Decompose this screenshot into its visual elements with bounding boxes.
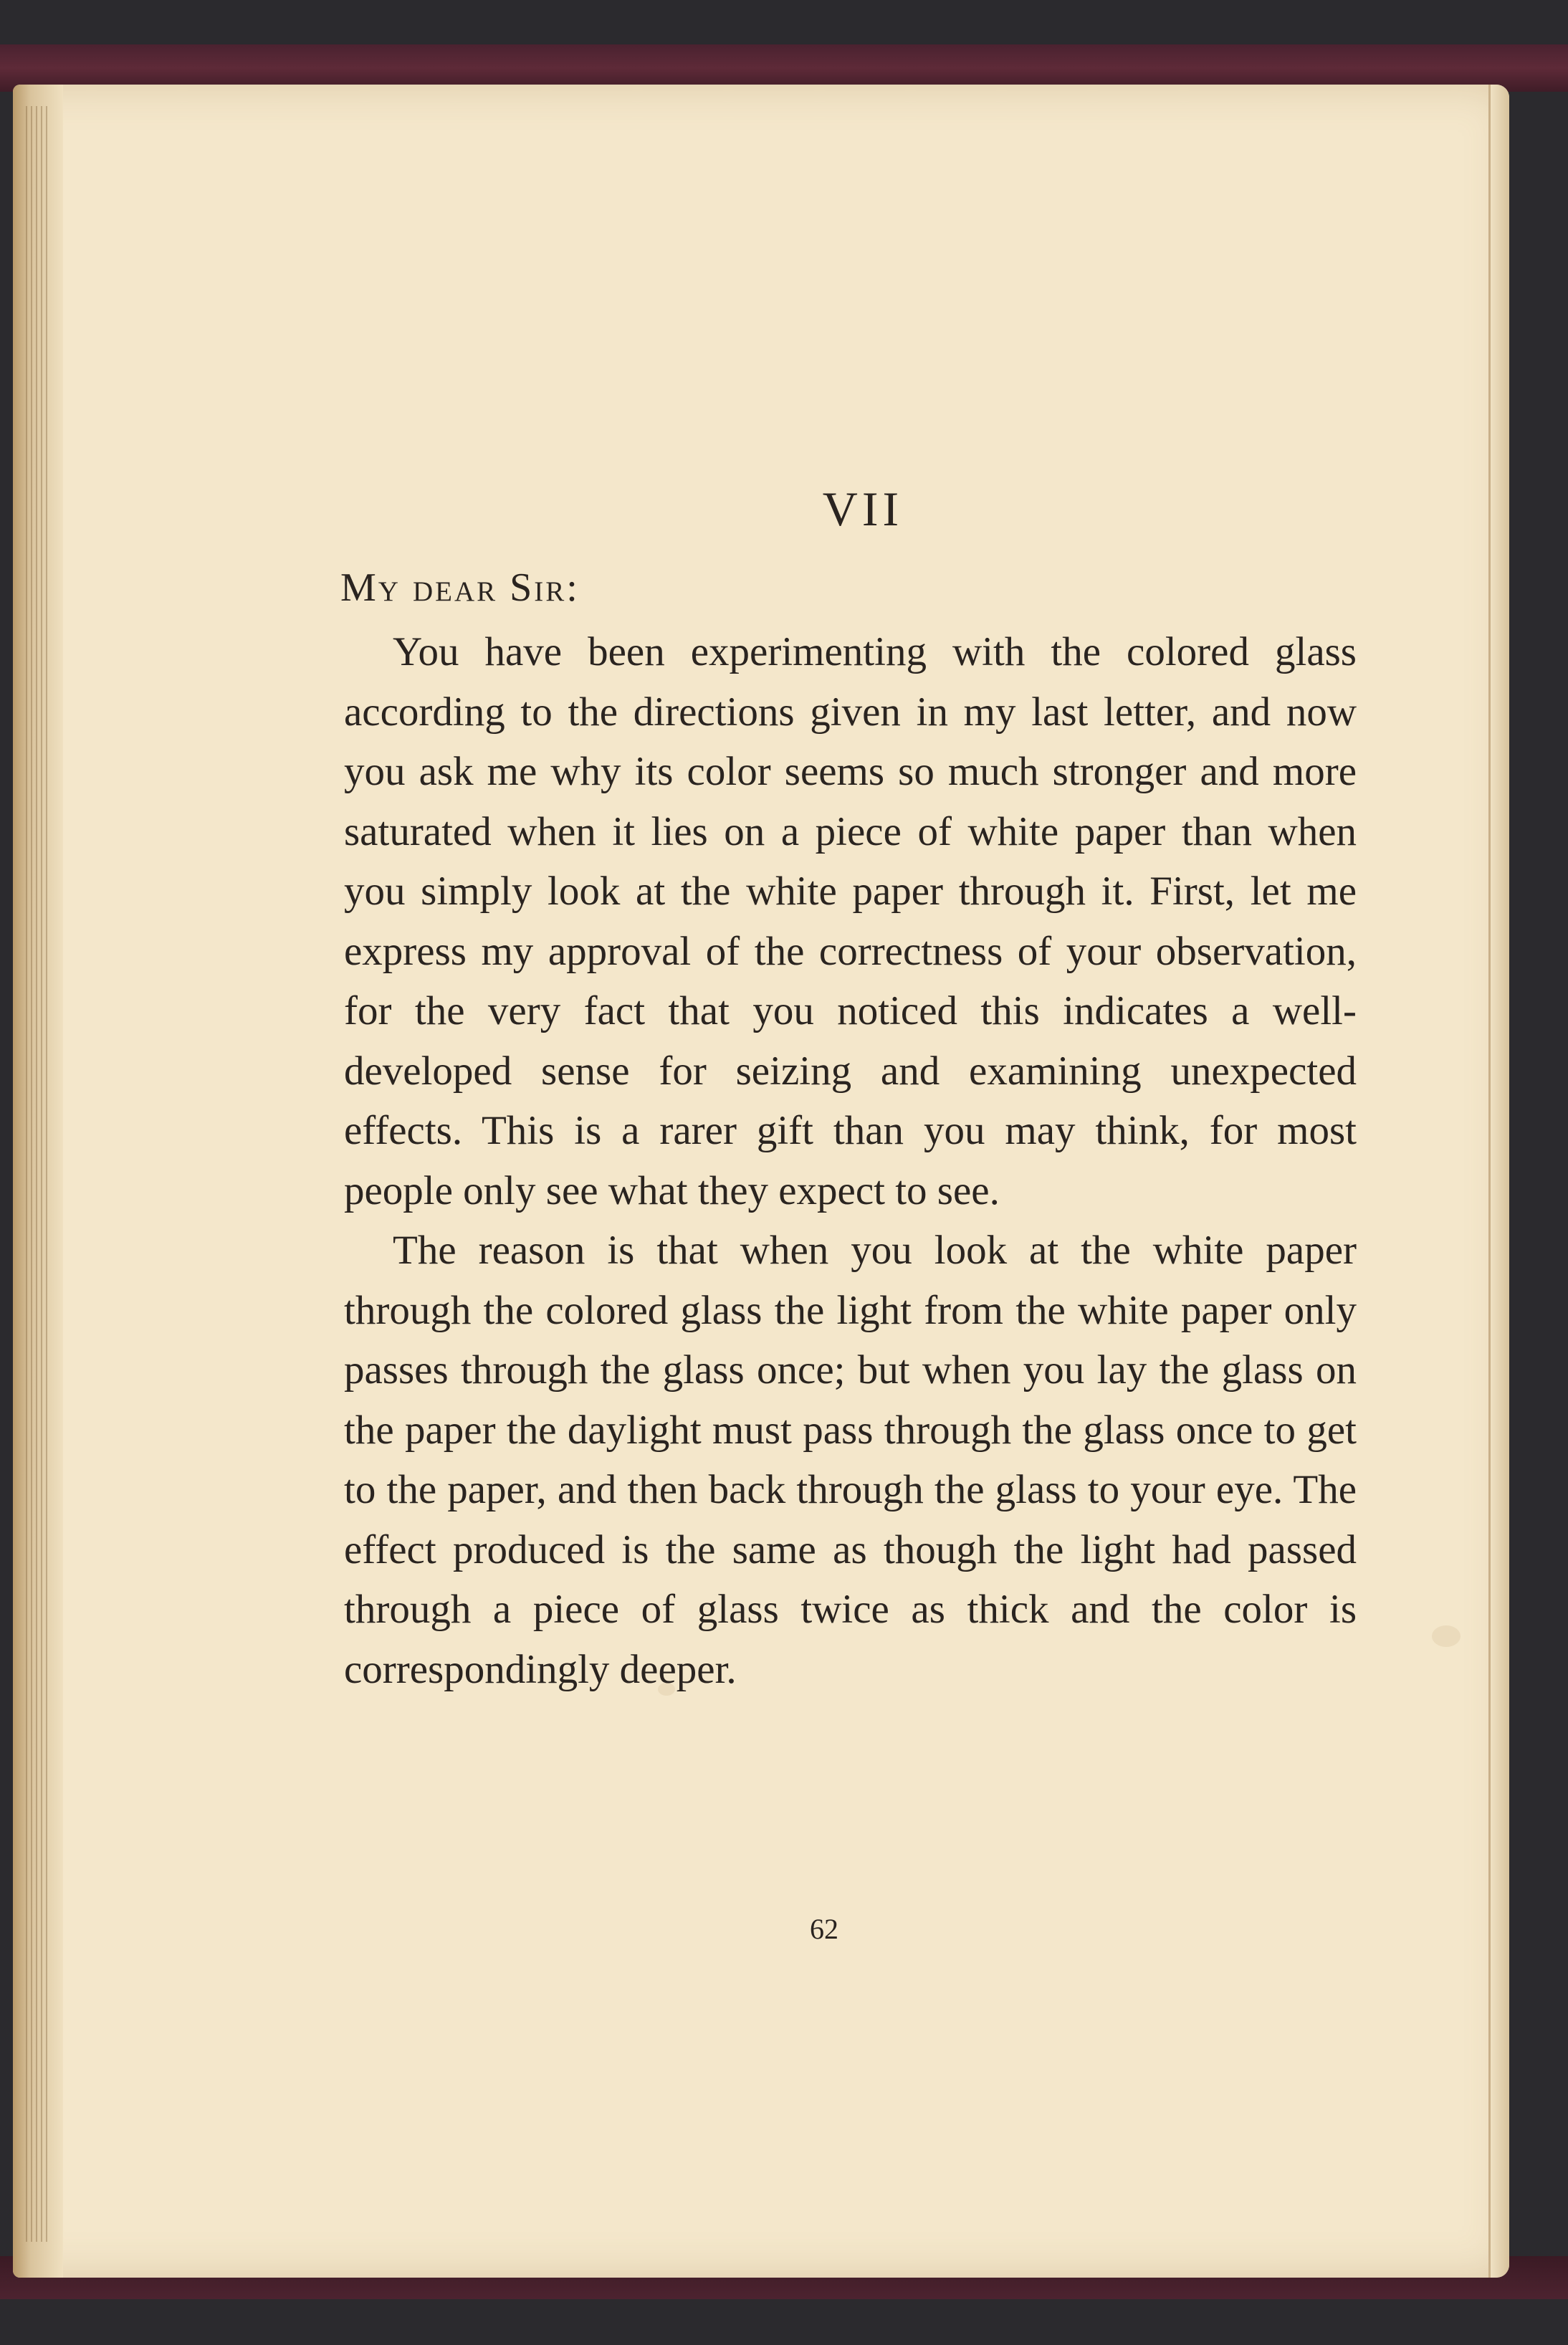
paper-stain (1432, 1625, 1461, 1647)
page-text-block (326, 473, 1357, 1699)
page-number: 62 (810, 1913, 838, 1945)
paragraph: You have been experimenting with the colored glass according to the directions given in my last letter, and now you ask me why its color seems so much stronger and more saturated when it lies on a piece of white paper than when you simply look at the white paper through it. First, let me express my approval of the correctness of your observation, for the very fact that you noticed this indicates a well-developed sense for seizing and examining unexpected effects. This is a rarer gift than you may think, for most people only see what they expect to see. (344, 629, 1357, 1213)
chapter-heading: VII (822, 482, 904, 536)
page-fore-edge (1488, 85, 1509, 2278)
page-gutter (13, 85, 63, 2278)
gutter-page-edges (26, 106, 47, 2242)
letter-salutation: My dear Sir: (340, 565, 580, 610)
paragraph: The reason is that when you look at the white paper through the colored glass the light from the white paper only passes through the glass once; but when you lay the glass on the paper the daylight must pass through the glass once to get to the paper, and then back through the glass to your eye. The effect produced is the same as though the light had passed through a piece of glass twice as thick and the color is correspondingly deeper. (344, 1228, 1357, 1692)
